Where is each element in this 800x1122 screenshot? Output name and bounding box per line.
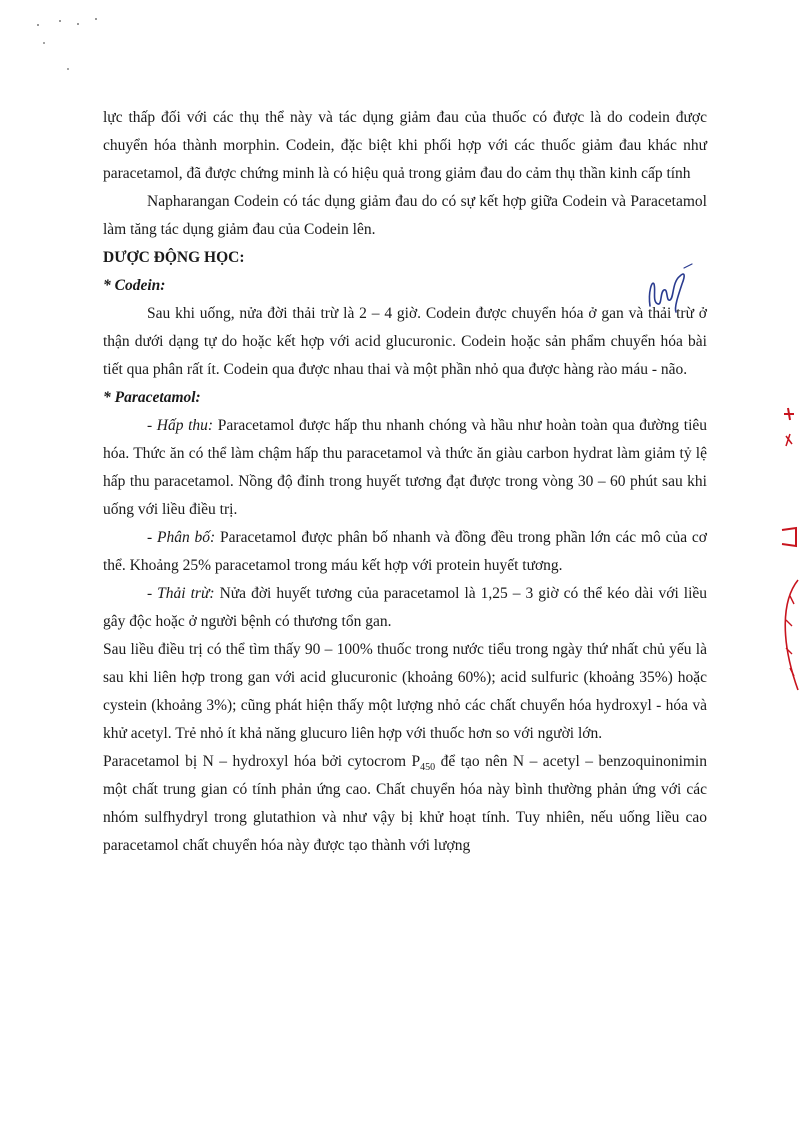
term-absorption: - Hấp thu: (147, 417, 214, 434)
paragraph-excretion: Sau liều điều trị có thể tìm thấy 90 – 100% thuốc trong nước tiểu trong ngày thứ nhất chủ yếu là sau khi liên hợp trong gan với acid glucuronic (khoảng 60%); acid sulfuric (khoảng 35%) hoặc cystein (khoảng 3%); cũng phát hiện thấy một lượng nhỏ các chất chuyển hóa hydroxyl - hóa và khử acetyl. Trẻ nhỏ ít khả năng glucuro liên hợp với thuốc hơn so với người lớn. (103, 641, 707, 742)
metabolism-text-b: để tạo nên N – acetyl – benzoquinonimin một chất trung gian có tính phản ứng cao. Chất chuyển hóa này bình thường phản ứng với các nhóm sulfhydryl trong glutathion và như vậy bị khử hoạt tính. Tuy nhiên, nếu uống liều cao paracetamol chất chuyển hóa này được tạo thành với lượng (103, 753, 707, 854)
absorption-text: Paracetamol được hấp thu nhanh chóng và hầu như hoàn toàn qua đường tiêu hóa. Thức ăn có thể làm chậm hấp thu paracetamol và thức ăn giàu carbon hydrat làm giảm tỷ lệ hấp thu paracetamol. Nồng độ đỉnh trong huyết tương đạt được trong vòng 30 – 60 phút sau khi uống với liều điều trị. (103, 417, 708, 518)
paragraph-distribution (103, 524, 707, 580)
subheading-paracetamol: * Paracetamol: (103, 389, 201, 406)
distribution-text: Paracetamol được phân bố nhanh và đồng đều trong phần lớn các mô của cơ thể. Khoảng 25% paracetamol trong máu kết hợp với protein huyết tương. (103, 529, 707, 574)
red-stamp-fragment (760, 400, 800, 700)
paragraph-absorption (103, 412, 707, 524)
paragraph-codein-pk: Sau khi uống, nửa đời thải trừ là 2 – 4 giờ. Codein được chuyển hóa ở gan và thải trừ ở thận dưới dạng tự do hoặc kết hợp với acid glucuronic. Codein hoặc sản phẩm chuyển hóa bài tiết qua phân rất ít. Codein qua được nhau thai và một phần nhỏ qua được hàng rào máu - não. (103, 305, 707, 378)
scan-specks (30, 10, 110, 80)
paragraph-codein-mechanism: lực thấp đối với các thụ thể này và tác dụng giảm đau của thuốc có được là do codein được chuyển hóa thành morphin. Codein, đặc biệt khi phối hợp với các thuốc giảm đau khác như paracetamol, đã được chứng minh là có hiệu quả trong giảm đau do cảm thụ thần kinh cấp tính (103, 109, 707, 182)
heading-pharmacokinetics: DƯỢC ĐỘNG HỌC: (103, 249, 245, 266)
paragraph-metabolism (103, 748, 707, 860)
signature-mark (640, 262, 700, 322)
elimination-text: Nửa đời huyết tương của paracetamol là 1,25 – 3 giờ có thể kéo dài với liều gây độc hoặc ở người bệnh có thương tổn gan. (103, 585, 708, 630)
paragraph-elimination (103, 580, 707, 636)
metabolism-text-a: Paracetamol bị N – hydroxyl hóa bởi cytocrom P (103, 753, 421, 770)
subheading-codein: * Codein: (103, 277, 166, 294)
document-body (103, 104, 707, 860)
term-distribution: - Phân bố: (147, 529, 216, 546)
paragraph-napharangan: Napharangan Codein có tác dụng giảm đau do có sự kết hợp giữa Codein và Paracetamol làm tăng tác dụng giảm đau của Codein lên. (103, 193, 707, 238)
cytochrome-subscript: 450 (420, 762, 436, 774)
term-elimination: - Thải trừ: (147, 585, 215, 602)
